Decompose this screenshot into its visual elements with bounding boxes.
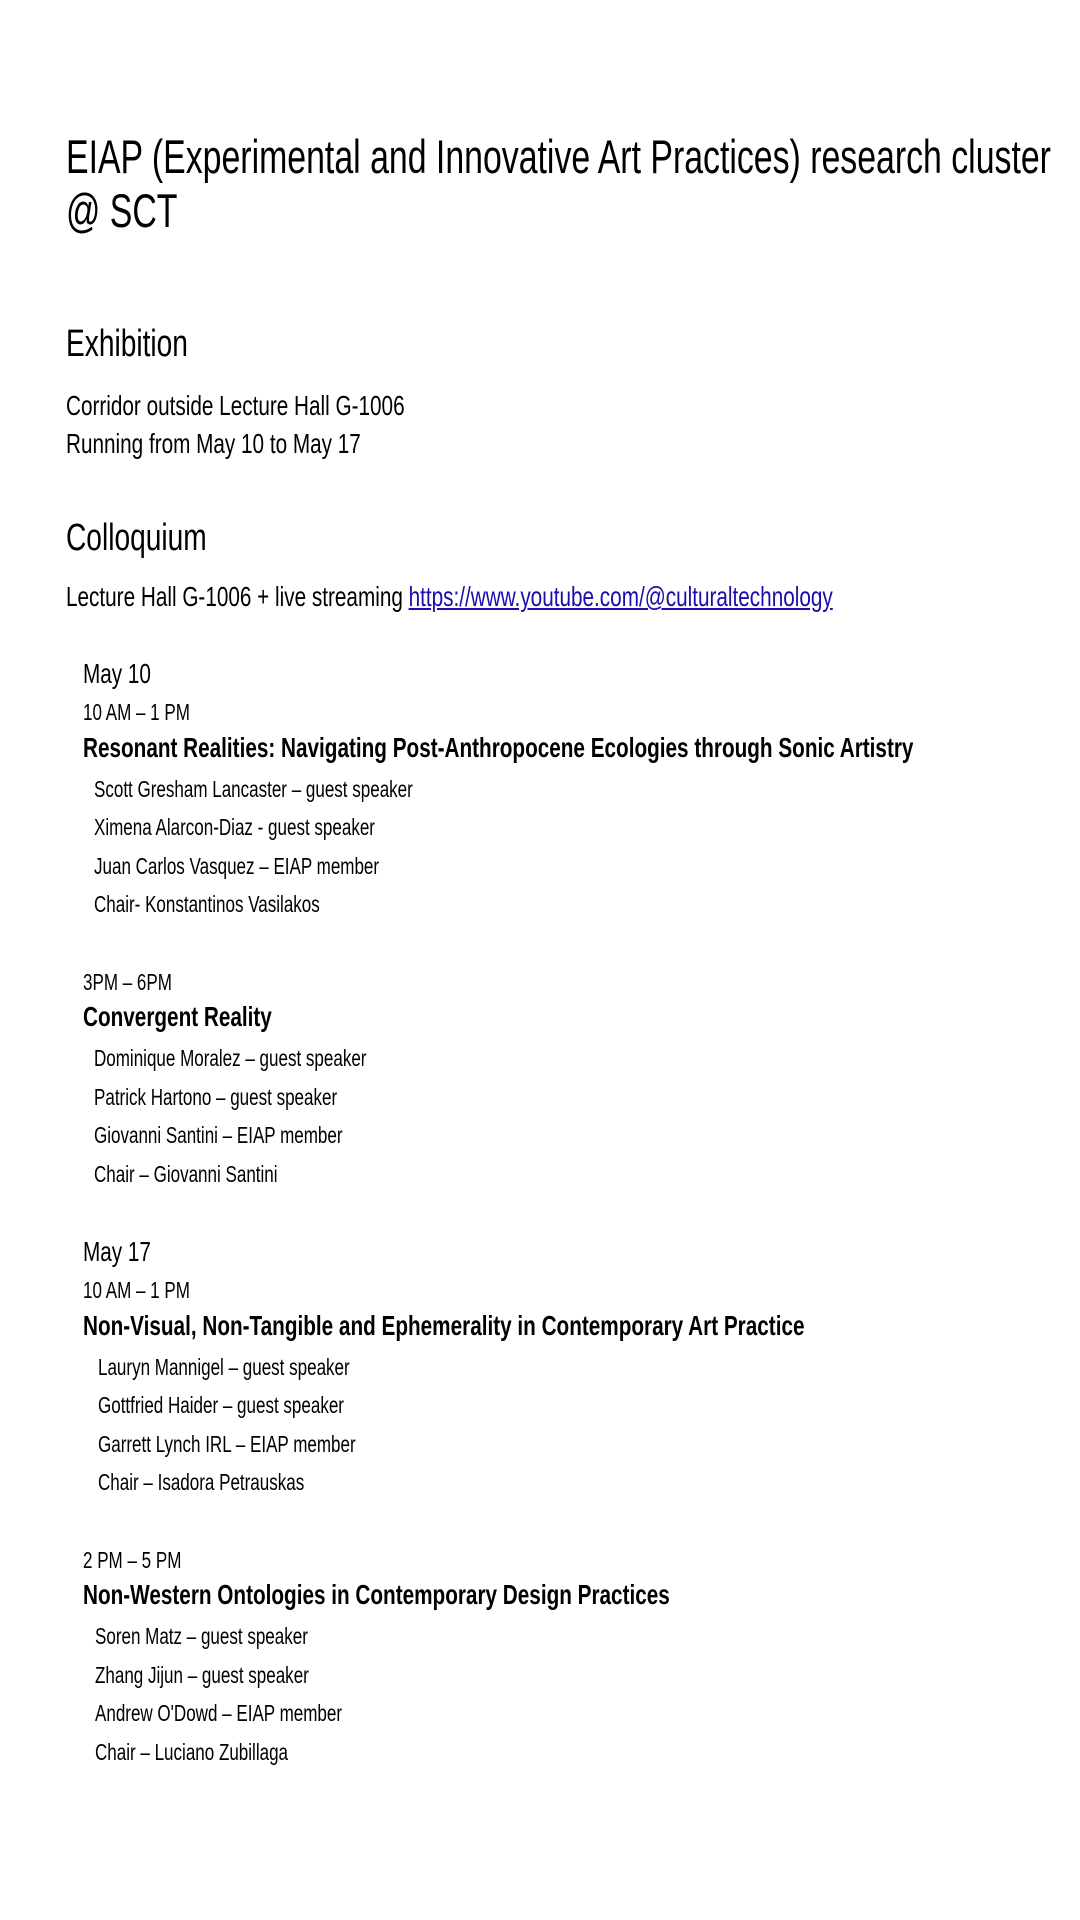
session-chair: Chair – Luciano Zubillaga xyxy=(95,1739,289,1765)
session-person: Soren Matz – guest speaker xyxy=(95,1623,308,1649)
session-title: Non-Western Ontologies in Contemporary Design Practices xyxy=(83,1579,670,1610)
colloquium-venue-text: Lecture Hall G-1006 + live streaming xyxy=(66,581,409,612)
session-person: Dominique Moralez – guest speaker xyxy=(94,1045,367,1071)
session-person: Juan Carlos Vasquez – EIAP member xyxy=(94,853,380,879)
session-person: Scott Gresham Lancaster – guest speaker xyxy=(94,776,413,802)
session-person: Ximena Alarcon-Diaz - guest speaker xyxy=(94,814,375,840)
day-date: May 10 xyxy=(83,658,151,689)
session-chair: Chair- Konstantinos Vasilakos xyxy=(94,891,320,917)
session-time: 10 AM – 1 PM xyxy=(83,1277,190,1303)
page-title: EIAP (Experimental and Innovative Art Practices) research cluster @ SCT xyxy=(66,130,1051,237)
exhibition-heading: Exhibition xyxy=(66,323,188,365)
day-date: May 17 xyxy=(83,1236,151,1267)
session-person: Andrew O'Dowd – EIAP member xyxy=(95,1700,342,1726)
session-person: Patrick Hartono – guest speaker xyxy=(94,1084,338,1110)
session-time: 2 PM – 5 PM xyxy=(83,1547,182,1573)
session-time: 3PM – 6PM xyxy=(83,969,172,995)
youtube-stream-link[interactable]: https://www.youtube.com/@culturaltechnology xyxy=(408,581,833,612)
session-chair: Chair – Giovanni Santini xyxy=(94,1161,278,1187)
colloquium-venue xyxy=(66,580,1080,614)
exhibition-dates: Running from May 10 to May 17 xyxy=(66,428,361,459)
exhibition-location: Corridor outside Lecture Hall G-1006 xyxy=(66,390,405,421)
session-chair: Chair – Isadora Petrauskas xyxy=(98,1469,305,1495)
session-title: Resonant Realities: Navigating Post-Anthropocene Ecologies through Sonic Artistry xyxy=(83,732,914,763)
session-title: Non-Visual, Non-Tangible and Ephemerality in Contemporary Art Practice xyxy=(83,1310,805,1341)
colloquium-heading: Colloquium xyxy=(66,517,207,559)
session-person: Garrett Lynch IRL – EIAP member xyxy=(98,1431,356,1457)
session-time: 10 AM – 1 PM xyxy=(83,699,190,725)
session-person: Giovanni Santini – EIAP member xyxy=(94,1122,343,1148)
session-person: Lauryn Mannigel – guest speaker xyxy=(98,1354,350,1380)
session-person: Zhang Jijun – guest speaker xyxy=(95,1662,309,1688)
session-person: Gottfried Haider – guest speaker xyxy=(98,1392,344,1418)
session-title: Convergent Reality xyxy=(83,1001,272,1032)
